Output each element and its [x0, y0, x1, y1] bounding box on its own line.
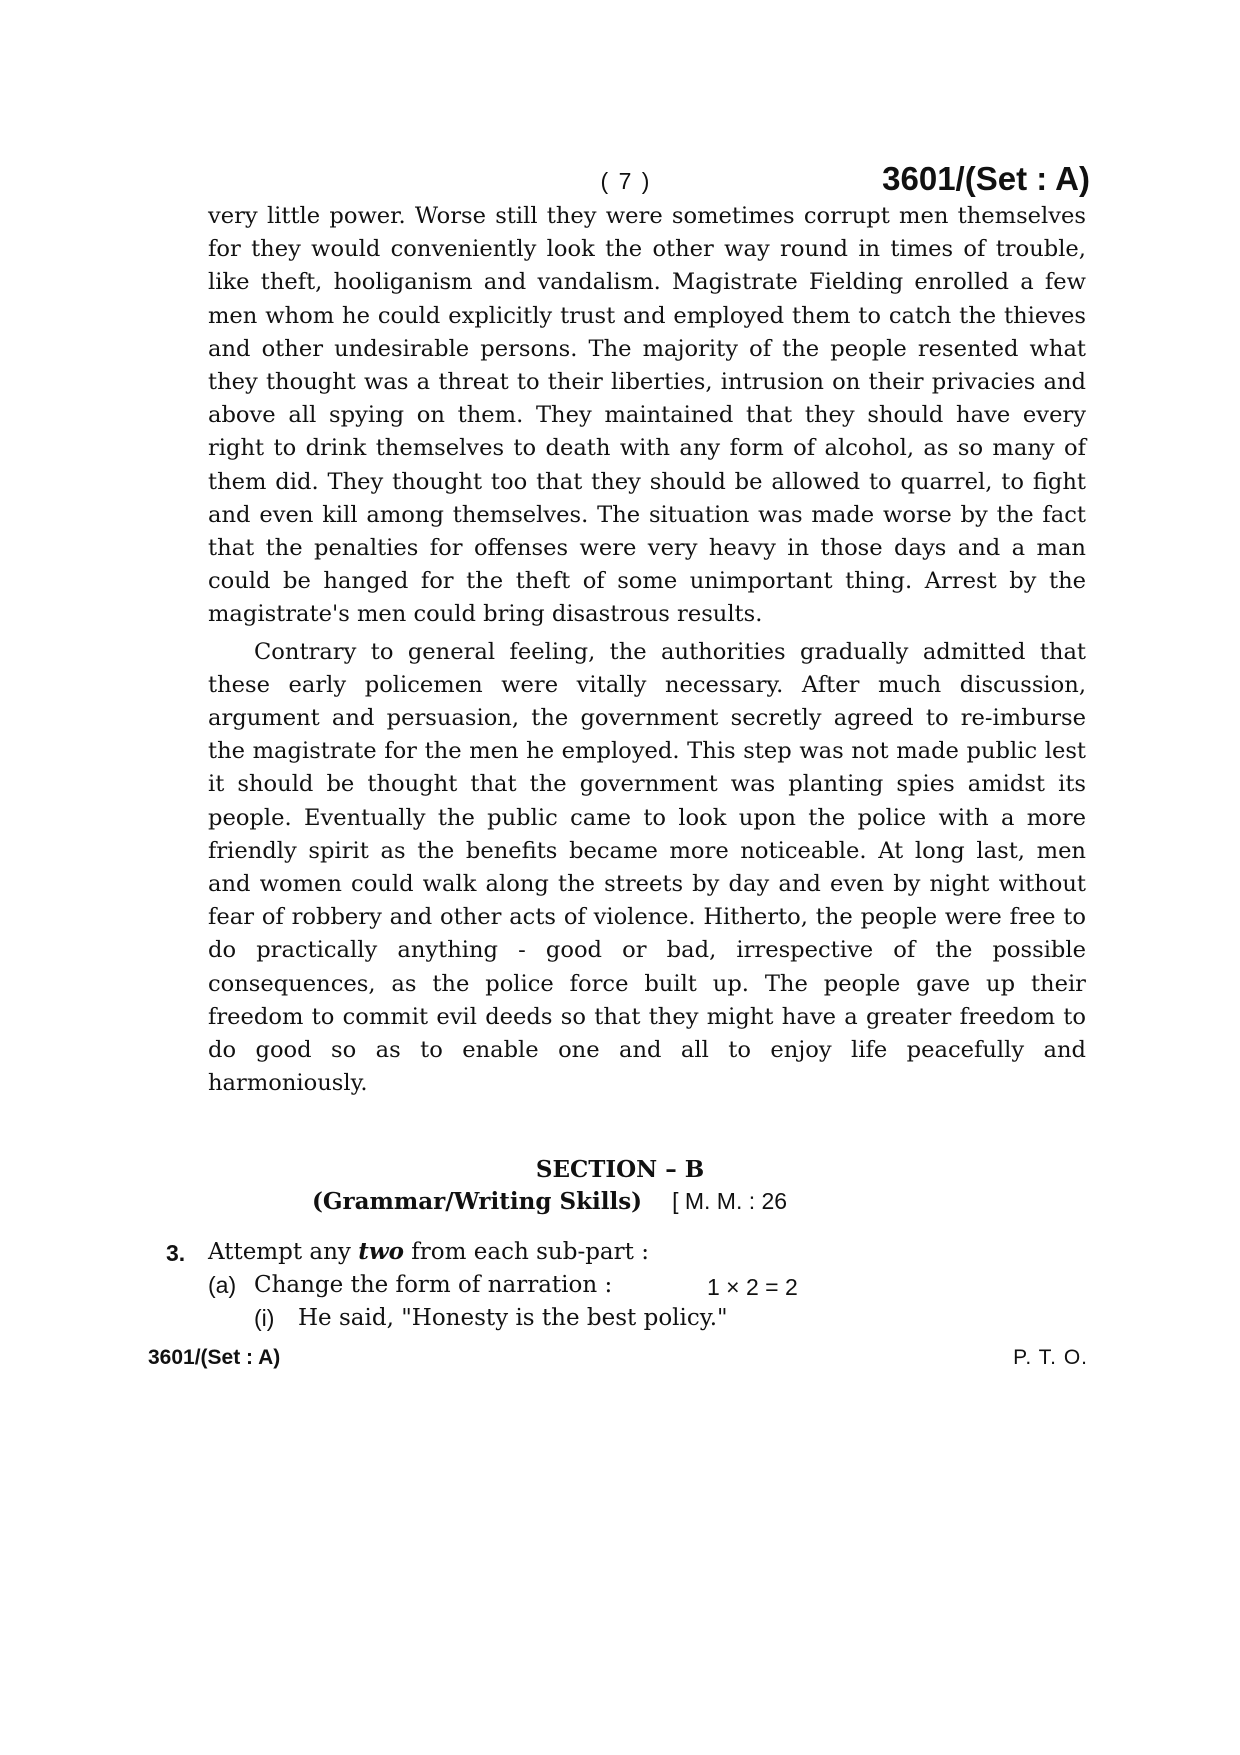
section-subtitle: (Grammar/Writing Skills): [312, 1188, 643, 1215]
item-i-text: He said, "Honesty is the best policy.": [298, 1305, 728, 1331]
section-subtitle-row: [312, 1188, 787, 1215]
subpart-a-text: Change the form of narration :: [254, 1272, 613, 1298]
item-i-label: (i): [254, 1305, 275, 1331]
passage-paragraph-1: very little power. Worse still they were sometimes corrupt men themselves for they would conveniently look the other way round in times of trouble, like theft, hooliganism and vandalism. Magistrate Fielding enrolled a few men whom he could explicitly trust and employed them to catch the thieves and other undesirable persons. The majority of the people resented what they thought was a threat to their liberties, intrusion on their privacies and above all spying on them. They maintained that they should have every right to drink themselves to death with any form of alcohol, as so many of them did. They thought too that they should be allowed to quarrel, to fight and even kill among themselves. The situation was made worse by the fact that the penalties for offenses were very heavy in those days and a man could be hanged for the theft of some unimportant thing. Arrest by the magistrate's men could bring disastrous results.: [208, 203, 1086, 628]
section-heading: SECTION – B: [535, 1156, 705, 1183]
question-instruction-start: Attempt any: [208, 1239, 359, 1265]
passage-paragraph-2: Contrary to general feeling, the authorities gradually admitted that these early policemen were vitally necessary. After much discussion, argument and persuasion, the government secretly agreed to re-imburse the magistrate for the men he employed. This step was not made public lest it should be thought that the government was planting spies amidst its people. Eventually the public came to look upon the police with a more friendly spirit as the benefits became more noticeable. At long last, men and women could walk along the streets by day and even by night without fear of robbery and other acts of violence. Hitherto, the people were free to do practically anything - good or bad, irrespective of the possible consequences, as the police force built up. The people gave up their freedom to commit evil deeds so that they might have a greater freedom to do good so as to enable one and all to enjoy life peacefully and harmoniously.: [208, 638, 1086, 1097]
paper-code-footer: 3601/(Set : A): [148, 1346, 281, 1369]
please-turn-over: P. T. O.: [1013, 1346, 1088, 1369]
question-number: 3.: [166, 1240, 186, 1266]
question-instruction: [208, 1238, 649, 1265]
subpart-a-label: (a): [208, 1272, 237, 1298]
question-instruction-emphasis: two: [358, 1238, 404, 1265]
comprehension-passage: [208, 200, 1086, 1100]
question-instruction-end: from each sub-part :: [403, 1239, 649, 1265]
paper-code-header: 3601/(Set : A): [882, 160, 1090, 197]
subpart-a-marks: 1 × 2 = 2: [707, 1274, 798, 1300]
page-number: ( 7 ): [600, 168, 652, 194]
section-max-marks: [ M. M. : 26: [672, 1188, 788, 1214]
